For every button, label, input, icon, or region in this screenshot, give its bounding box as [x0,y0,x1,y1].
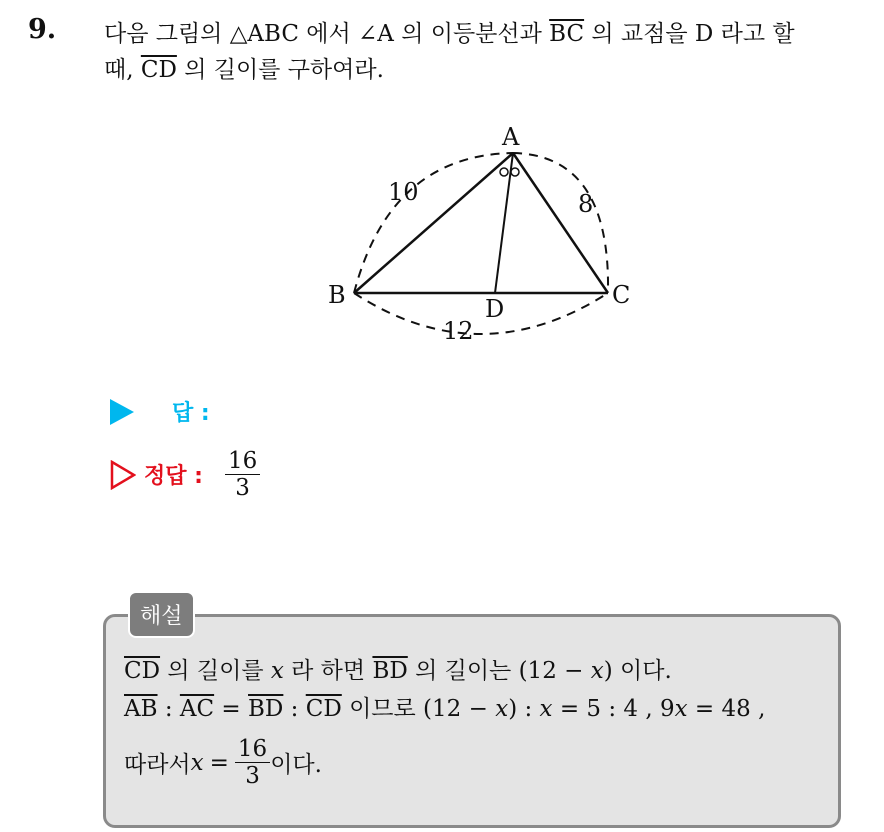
solution-text: = [214,696,249,722]
segment-cd: $\overline{CD}$ [305,696,342,722]
solution-text: 이다. [270,752,322,778]
answer-row [110,396,210,427]
solution-text: = 5 : 4 , 9 [552,696,675,722]
question-text [104,16,874,88]
bisector-ad [495,153,513,293]
question-text-part: 때, [104,57,141,83]
solution-tag: 해설 [128,591,195,638]
solution-text: : [283,696,306,722]
label-ac-length: 8 [578,190,594,218]
variable-x: x [270,658,284,684]
label-b: B [328,281,346,309]
segment-bd: $\overline{BD}$ [248,696,284,722]
label-bc-length: 12 [443,317,474,345]
segment-bc: $\overline{BC}$ [549,21,585,47]
angle-symbol: ∠A [358,21,394,47]
solution-text: 의 길이를 [160,658,271,684]
solution-text: 따라서 [124,752,191,778]
fraction-numerator: 16 [235,736,270,763]
segment-cd: $\overline{CD}$ [124,658,161,684]
solution-text: ) : [508,696,540,722]
segment-ac: $\overline{AC}$ [179,696,215,722]
triangle-diagram [310,115,660,355]
angle-mark-2 [511,168,519,176]
variable-x: x [674,696,688,722]
side-ac [513,153,608,293]
variable-x: x [590,658,604,684]
variable-x: x [190,749,204,776]
outline-triangle-icon [110,460,136,490]
label-a: A [502,123,520,151]
label-c: C [612,281,631,309]
solution-line-1 [124,652,672,685]
segment-cd: $\overline{CD}$ [140,57,177,83]
solution-line-2 [124,690,765,723]
segment-ab: $\overline{AB}$ [124,696,158,722]
question-text-part: 의 교점을 D 라고 할 [584,21,795,47]
correct-answer-label: 정답 : [144,464,203,489]
solution-text: = [209,749,229,776]
arc-bc [354,293,608,334]
fraction-denominator: 3 [245,763,260,789]
correct-answer-fraction [225,448,260,501]
solution-text: = 48 , [687,696,766,722]
triangle-figure [310,115,660,355]
solution-text: ) 이다. [603,658,672,684]
segment-bd: $\overline{BD}$ [372,658,408,684]
solution-fraction [235,736,270,789]
solution-text: 이므로 (12 − [341,696,496,722]
answer-label: 답 : [172,401,210,426]
question-text-part: 다음 그림의 [104,21,230,47]
angle-mark-1 [500,168,508,176]
play-triangle-icon [110,399,134,425]
question-number: 9. [28,14,57,45]
solution-text: 의 길이는 (12 − [407,658,591,684]
fraction-denominator: 3 [235,475,250,501]
question-text-part: 의 이등분선과 [393,21,550,47]
solution-text: 라 하면 [283,658,373,684]
variable-x: x [495,696,509,722]
correct-answer-row [110,448,260,501]
fraction-numerator: 16 [225,448,260,475]
label-ab-length: 10 [388,178,419,206]
variable-x: x [539,696,553,722]
triangle-symbol: △ABC [229,21,299,47]
question-text-part: 에서 [298,21,359,47]
question-text-part: 의 길이를 구하여라. [176,57,384,83]
label-d: D [485,295,505,323]
solution-line-3 [124,736,322,789]
solution-text: : [157,696,180,722]
